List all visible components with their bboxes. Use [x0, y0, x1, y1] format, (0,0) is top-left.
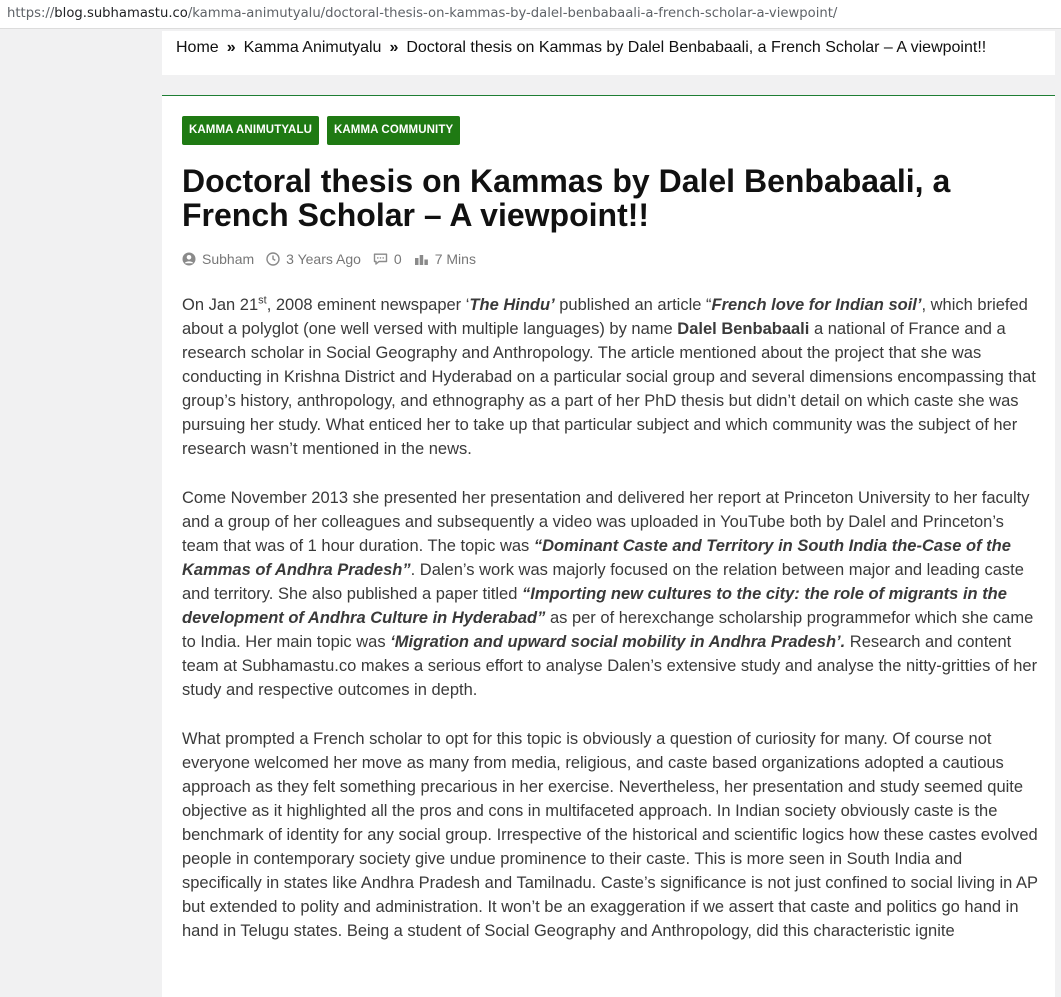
url-path: /kamma-animutyalu/doctoral-thesis-on-kammas-by-dalel-benbabaali-a-french-scholar-a-viewpoint/ — [187, 6, 838, 21]
url-host: blog.subhamastu.co — [54, 6, 188, 21]
paragraph-1: On Jan 21st, 2008 eminent newspaper ‘The Hindu’ published an article “French love for Indian soil’, which briefed about a polyglot (one well versed with multiple languages) by name Dalel Benbabaali a national of France and a research scholar in Social Geography and Anthropology. The article mentioned about the project that she was conducting in Krishna District and Hyderabad on a particular social group and several dimensions encompassing that group’s history, anthropology, and ethnography as a part of her PhD thesis but didn’t detail on which caste she was pursuing her study. What enticed her to take up that particular subject and which community was the subject of her research wasn’t mentioned in the news. — [182, 294, 1036, 458]
address-bar[interactable] — [0, 0, 1061, 29]
newspaper-name: The Hindu’ — [469, 296, 555, 314]
post-date: 3 Years Ago — [286, 251, 361, 267]
breadcrumb-current: Doctoral thesis on Kammas by Dalel Benbabaali, a French Scholar – A viewpoint!! — [406, 39, 987, 56]
comment-icon — [373, 252, 388, 266]
breadcrumb-category-link[interactable]: Kamma Animutyalu — [243, 39, 382, 56]
paragraph-3: What prompted a French scholar to opt for this topic is obviously a question of curiosity for many. Of course not everyone welcomed her move as many from media, religious, and caste based organizations adopted a cautious approach as they felt something precarious in her exercise. Nevertheless, her presentation and study seemed quite objective as it highlighted all the pros and cons in multifaceted approach. In Indian society obviously caste is the benchmark of identity for any social group. Irrespective of the historical and scientific logics how these castes evolved people in contemporary society give undue prominence to their caste. This is more seen in South India and specifically in states like Andhra Pradesh and Tamilnadu. Caste’s significance is not just confined to social living in AP but extended to polity and administration. It won’t be an exaggeration if we assert that caste and politics go hand in hand in Telugu states. Being a student of Social Geography and Anthropology, did this characteristic ignite — [182, 730, 1038, 940]
tag-kamma-community[interactable]: KAMMA COMMUNITY — [327, 116, 460, 145]
meta-comments[interactable] — [373, 251, 402, 267]
paper-title: “Importing new cultures to the city: the role of migrants in the development of Andhra Culture in Hyderabad” — [182, 585, 1007, 627]
main-topic: ‘Migration and upward social mobility in Andhra Pradesh’. — [390, 633, 846, 651]
meta-date[interactable] — [266, 251, 361, 267]
paragraph-2: Come November 2013 she presented her presentation and delivered her report at Princeton University to her faculty and a group of her colleagues and subsequently a video was uploaded in YouTube both by Dalel and Princeton’s team that was of 1 hour duration. The topic was “Dominant Caste and Territory in South India the-Case of the Kammas of Andhra Pradesh”. Dalen’s work was majorly focused on the relation between major and leading caste and territory. She also published a paper titled “Importing new cultures to the city: the role of migrants in the development of Andhra Culture in Hyderabad” as per of herexchange scholarship programmefor which she came to India. Her main topic was ‘Migration and upward social mobility in Andhra Pradesh’. Research and content team at Subhamastu.co makes a serious effort to analyse Dalen’s extensive study and analyse the nitty-gritties of her study and respective outcomes in depth. — [182, 489, 1038, 699]
breadcrumb-home-link[interactable]: Home — [176, 39, 219, 56]
user-icon — [182, 252, 196, 266]
author-name: Subham — [202, 251, 255, 267]
article-meta — [182, 251, 1035, 267]
category-tags — [182, 116, 1035, 145]
read-time: 7 Mins — [434, 251, 476, 267]
breadcrumb — [162, 31, 1055, 75]
url-prefix: https:// — [7, 6, 55, 21]
article-name: French love for Indian soil’ — [711, 296, 922, 314]
comment-count: 0 — [393, 251, 402, 267]
reading-icon — [414, 252, 429, 266]
article-body — [182, 293, 1038, 943]
article-title: Doctoral thesis on Kammas by Dalel Benbabaali, a French Scholar – A viewpoint!! — [182, 163, 951, 233]
scholar-name: Dalel Benbabaali — [677, 320, 810, 338]
meta-author[interactable] — [182, 251, 254, 267]
presentation-topic: “Dominant Caste and Territory in South India the-Case of the Kammas of Andhra Pradesh” — [182, 537, 1011, 579]
tag-kamma-animutyalu[interactable]: KAMMA ANIMUTYALU — [182, 116, 319, 145]
breadcrumb-separator: » — [226, 39, 236, 56]
breadcrumb-separator: » — [389, 39, 399, 56]
article-card — [162, 95, 1055, 997]
clock-icon — [266, 252, 280, 266]
meta-read-time — [414, 251, 476, 267]
